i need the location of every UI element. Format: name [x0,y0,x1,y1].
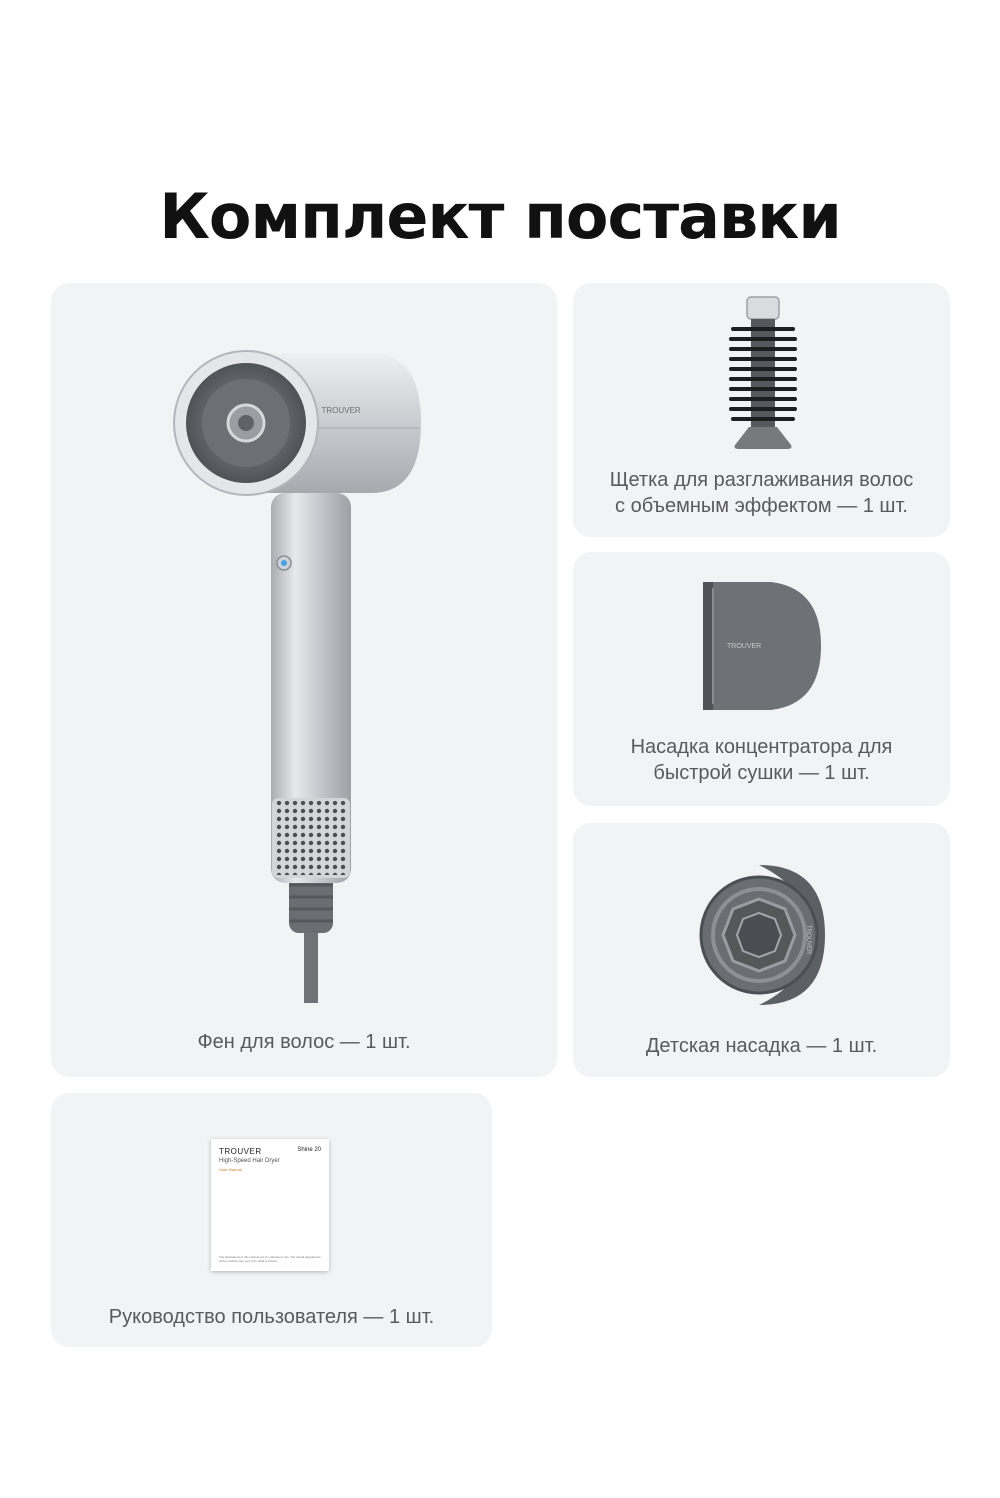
caption-brush: Щетка для разглаживания волос с объемным эффектом — 1 шт. [609,469,914,517]
manual-note: The illustrations in this manual are for reference only. The actual appearance of the product may vary from what is shown. [219,1255,321,1263]
kids-attachment-image [699,861,829,1011]
concentrator-brand: TROUVER [727,643,762,650]
concentrator-image [701,578,825,714]
manual-product: High-Speed Hair Dryer [219,1158,280,1164]
card-user-manual [51,1093,492,1347]
page-title: Комплект поставки [159,179,841,253]
card-hair-dryer [51,283,557,1077]
caption-concentrator: Насадка концентратора для быстрой сушки — 1 шт. [630,736,893,784]
user-manual-image [211,1139,329,1271]
hair-dryer-image [171,343,431,1013]
kids-attachment-brand: TROUVER [805,925,811,955]
dryer-brand: TROUVER [321,406,361,415]
manual-model: Shine 20 [297,1147,321,1153]
card-concentrator [573,552,950,806]
manual-subtitle: User Manual [219,1167,242,1172]
card-kids-attachment [573,823,950,1077]
brush-image [723,293,803,458]
caption-hair-dryer: Фен для волос — 1 шт. [197,1031,411,1053]
card-brush [573,283,950,537]
caption-kids-attachment: Детская насадка — 1 шт. [645,1035,878,1057]
caption-user-manual: Руководство пользователя — 1 шт. [108,1306,435,1328]
manual-brand: TROUVER [219,1147,262,1156]
